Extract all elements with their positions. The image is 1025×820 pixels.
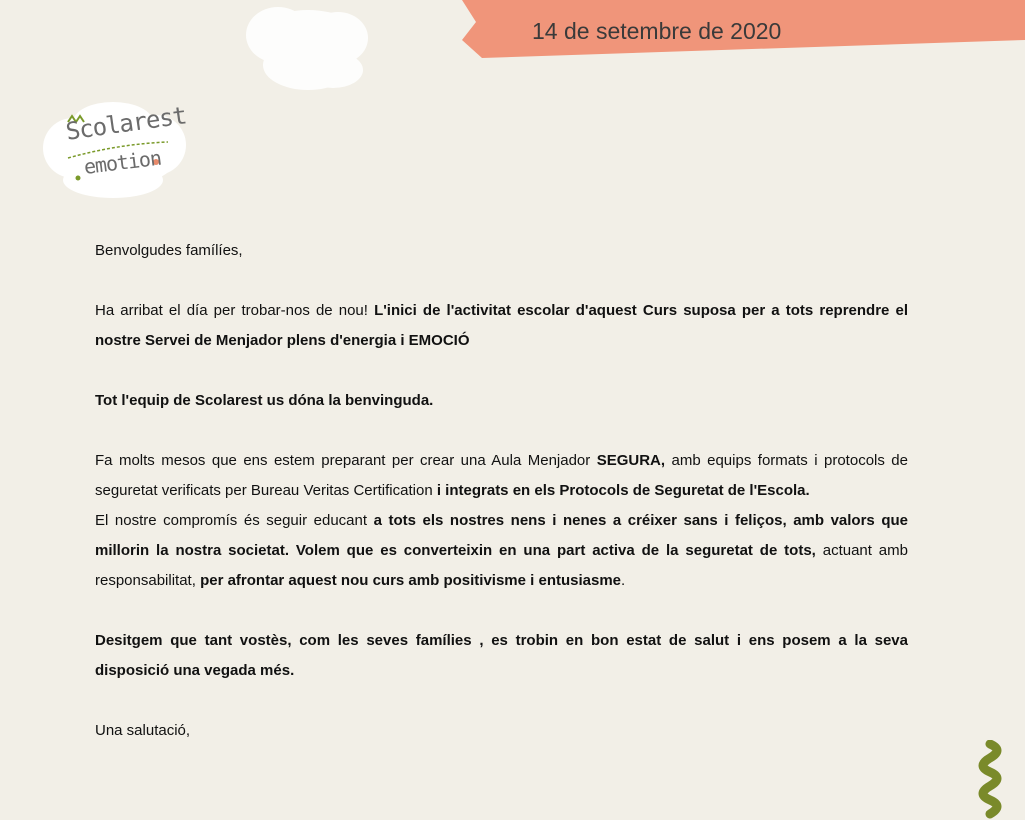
text-run: SEGURA, (596, 452, 666, 469)
letter-date: 14 de setembre de 2020 (532, 18, 782, 44)
paragraph-1 (95, 296, 908, 356)
logo-text-emotion: emotion (82, 145, 163, 179)
logo-text-scolarest: Scolarest (64, 101, 188, 146)
letter-body (95, 236, 908, 776)
text-run: per afrontar aquest nou curs amb positivisme i entusiasme (200, 572, 622, 589)
text-run: actuant amb responsabilitat, (95, 542, 908, 589)
text-run: amb equips formats i protocols de seguretat verificats per Bureau Veritas Certification (95, 452, 908, 499)
text-run: Ha arribat el día per trobar-nos de nou! (95, 302, 375, 319)
text-run: Desitgem que tant vostès, com les seves famílies , es trobin en bon estat de salut i ens posem a la seva disposició una vegada més. (95, 632, 908, 679)
scolarest-emotion-logo (38, 100, 188, 200)
closing: Una salutació, (95, 722, 191, 739)
text-run: L'inici de l'activitat escolar d'aquest Curs suposa per a tots reprendre el nostre Servei de Menjador plens d'energia i EMOCIÓ (95, 302, 909, 349)
paragraph-2 (95, 386, 908, 416)
paragraph-3 (95, 446, 908, 506)
date-banner (462, 0, 1025, 58)
squiggle-decoration (972, 740, 1012, 820)
text-run: a tots els nostres nens i nenes a créixer sans i feliços, amb valors que millorin la nostra societat. Volem que es converteixin en una part activa de la seguretat de tots, (95, 512, 908, 559)
text-run: . (621, 572, 626, 589)
cloud-decoration (238, 0, 378, 95)
text-run: Fa molts mesos que ens estem preparant per crear una Aula Menjador (95, 452, 597, 469)
paragraph-5 (95, 626, 908, 686)
text-run: i integrats en els Protocols de Seguretat de l'Escola. (436, 482, 810, 499)
paragraph-4 (95, 506, 908, 596)
greeting: Benvolgudes famílíes, (95, 242, 243, 259)
text-run: El nostre compromís és seguir educant (95, 512, 374, 529)
text-run: Tot l'equip de Scolarest us dóna la benvinguda. (95, 392, 434, 409)
